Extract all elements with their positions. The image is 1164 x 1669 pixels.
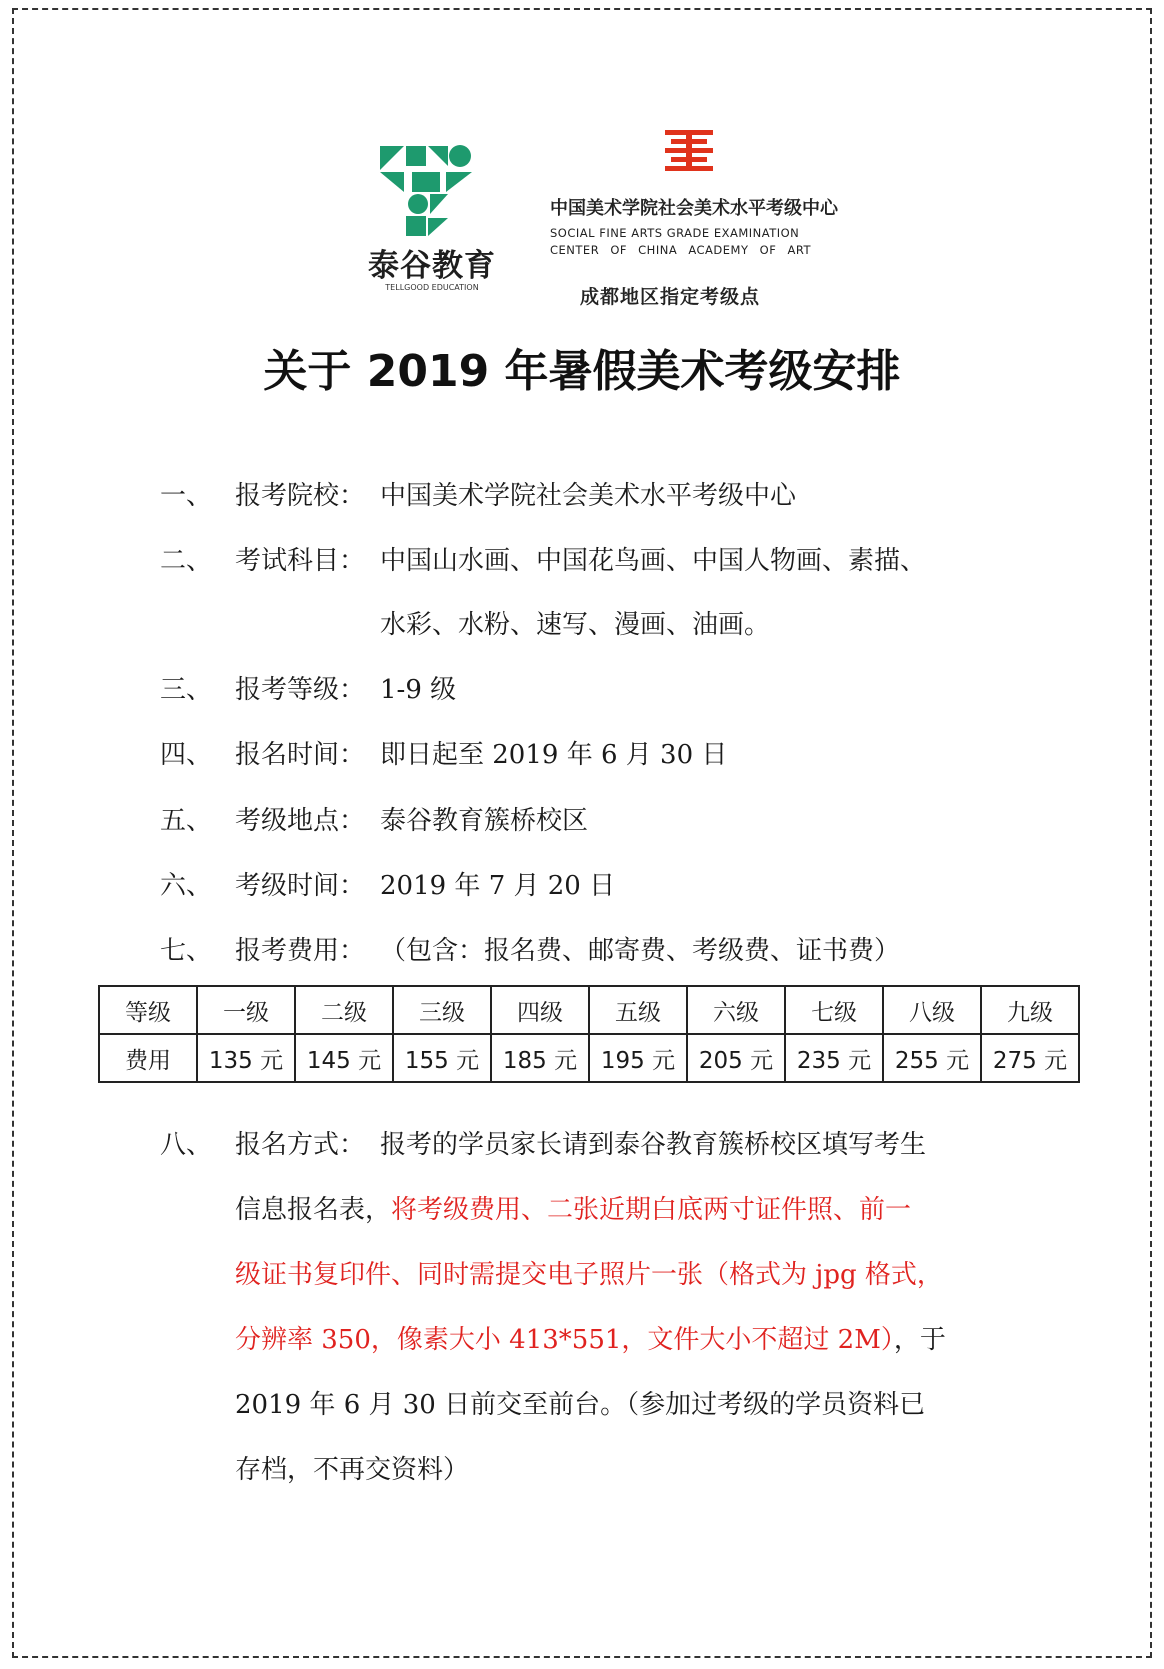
item-value: 中国山水画、中国花鸟画、中国人物画、素描、 [380,546,927,576]
item-label: 报名时间： [235,740,366,770]
item-label: 报考等级： [235,675,366,705]
table-cell-fee: 275 元 [981,1034,1079,1082]
paragraph-text: 2019 年 6 月 30 日前交至前台。（参加过考级的学员资料已 [235,1390,926,1420]
table-cell-fee: 185 元 [491,1034,589,1082]
caa-designated-site: 成都地区指定考级点 [580,286,761,308]
fee-table [98,985,1080,1083]
table-cell-fee: 145 元 [295,1034,393,1082]
paragraph-line [235,1325,946,1355]
item-value: 1-9 级 [380,675,457,705]
table-cell-level: 七级 [785,986,883,1034]
tellgood-name-cn: 泰谷教育 [368,248,496,284]
table-row [99,986,1079,1034]
table-row-label: 费用 [99,1034,197,1082]
item-number: 八、 [160,1130,213,1160]
table-cell-level: 二级 [295,986,393,1034]
table-cell-level: 五级 [589,986,687,1034]
caa-logo [540,130,860,310]
item-value-continuation: 水彩、水粉、速写、漫画、油画。 [380,610,771,640]
paragraph-line [235,1390,925,1420]
item-value: 泰谷教育簇桥校区 [380,806,589,836]
table-cell-fee: 155 元 [393,1034,491,1082]
paragraph-line [235,1455,469,1485]
table-cell-fee: 255 元 [883,1034,981,1082]
paragraph-highlight: 级证书复印件、同时需提交电子照片一张（格式为 jpg 格式， [235,1260,943,1290]
paragraph-line [235,1195,911,1225]
item-value: 报考的学员家长请到泰谷教育簇桥校区填写考生 [380,1130,927,1160]
item-label: 考级地点： [235,806,366,836]
item-value: 即日起至 2019 年 6 月 30 日 [380,740,728,770]
paragraph-text: 存档，不再交资料） [235,1455,470,1485]
table-cell-fee: 205 元 [687,1034,785,1082]
caa-name-cn: 中国美术学院社会美术水平考级中心 [550,198,838,219]
caa-name-en-line1: SOCIAL FINE ARTS GRADE EXAMINATION [550,226,800,240]
item-number: 四、 [160,740,213,770]
paragraph-line [235,1260,943,1290]
item-value: 2019 年 7 月 20 日 [380,871,616,901]
item-number: 七、 [160,936,213,966]
item-number: 一、 [160,481,213,511]
paragraph-text: ，于 [893,1325,946,1355]
item-label: 考级时间： [235,871,366,901]
item-label: 报考院校： [235,481,366,511]
item-value: 中国美术学院社会美术水平考级中心 [380,481,797,511]
item-label: 报考费用： [235,936,366,966]
table-cell-level: 一级 [197,986,295,1034]
table-header-label: 等级 [99,986,197,1034]
tellgood-name-en: TELLGOOD EDUCATION [385,283,479,292]
table-cell-level: 八级 [883,986,981,1034]
tellgood-emblem-icon [376,140,476,240]
item-value: （包含：报名费、邮寄费、考级费、证书费） [380,936,901,966]
item-number: 六、 [160,871,213,901]
table-cell-level: 六级 [687,986,785,1034]
table-cell-level: 四级 [491,986,589,1034]
table-row [99,1034,1079,1082]
table-cell-level: 三级 [393,986,491,1034]
item-number: 三、 [160,675,213,705]
item-number: 五、 [160,806,213,836]
table-cell-fee: 135 元 [197,1034,295,1082]
table-cell-level: 九级 [981,986,1079,1034]
table-cell-fee: 235 元 [785,1034,883,1082]
item-label: 报名方式： [235,1130,366,1160]
paragraph-text: 信息报名表， [235,1195,392,1225]
item-number: 二、 [160,546,213,576]
table-cell-fee: 195 元 [589,1034,687,1082]
tellgood-logo [352,140,512,300]
page-title: 关于 2019 年暑假美术考级安排 [263,346,901,397]
item-label: 考试科目： [235,546,366,576]
caa-emblem-icon [665,130,713,172]
paragraph-highlight: 分辨率 350，像素大小 413*551，文件大小不超过 2M） [235,1325,894,1355]
caa-name-en-line2: CENTER OF CHINA ACADEMY OF ART [550,243,812,257]
paragraph-highlight: 将考级费用、二张近期白底两寸证件照、前一 [391,1195,912,1225]
